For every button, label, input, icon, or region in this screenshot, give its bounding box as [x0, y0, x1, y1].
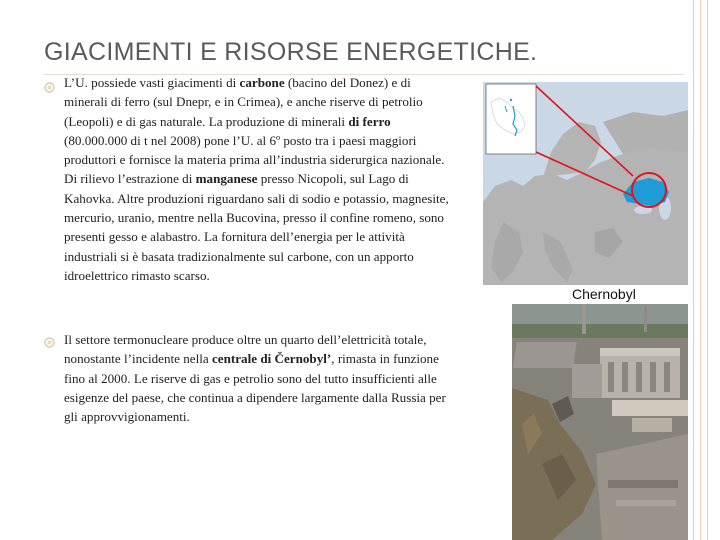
text-run: (bacino del Donez) e di minerali di ferro (sul Dnepr, e in Crimea), e anche riserve di petrolio (Leopoli) e di gas naturale. La produzione di minerali	[64, 75, 423, 129]
bold-term: manganese	[195, 171, 258, 187]
slide-title: GIACIMENTI E RISORSE ENERGETICHE.	[44, 38, 538, 66]
decorative-edge-line	[707, 0, 708, 540]
bold-term: di ferro	[348, 113, 391, 129]
text-run: Il settore termonucleare produce oltre un quarto dell’elettricità totale, nonostante l’incidente nella	[64, 332, 427, 367]
disc-bullet-icon	[44, 337, 55, 348]
text-run: presso Nicopoli, sul Lago di Kahovka. Altre produzioni riguardano sali di sodio e potassio, magnesite, mercurio, uranio, mentre nella Bucovina, presso il confine romeno, sono presenti gesso e alabastro. La fornitura dell’energia per le attività industriali si è basata tradizionalmente sul carbone, con un apporto idroelettrico rimasto scarso.	[64, 171, 449, 283]
chernobyl-plant-photo	[512, 304, 688, 540]
photo-caption: Chernobyl	[572, 286, 636, 302]
text-run: (80.000.000 di t nel 2008) pone l’U. al 6º posto tra i paesi maggiori produttori e fornisce la materia prima all’industria siderurgica nazionale. Di rilievo l’estrazione di	[64, 132, 445, 187]
bullet-text-resources	[64, 73, 456, 285]
europe-locator-map	[483, 82, 688, 285]
bold-term: centrale di Černobyl’	[211, 351, 332, 367]
decorative-edge-line	[700, 0, 701, 540]
disc-bullet-icon	[44, 82, 55, 93]
text-run: , rimasta in funzione fino al 2000. Le riserve di gas e petrolio sono del tutto insufficienti alle esigenze del paese, che continua a dipendere largamente dalla Russia per gli approvvigionamenti.	[64, 351, 446, 425]
bold-term: carbone	[239, 75, 285, 90]
text-run: L’U. possiede vasti giacimenti di	[64, 75, 240, 90]
bullet-text-nuclear	[64, 330, 456, 426]
decorative-edge-line	[693, 0, 694, 540]
